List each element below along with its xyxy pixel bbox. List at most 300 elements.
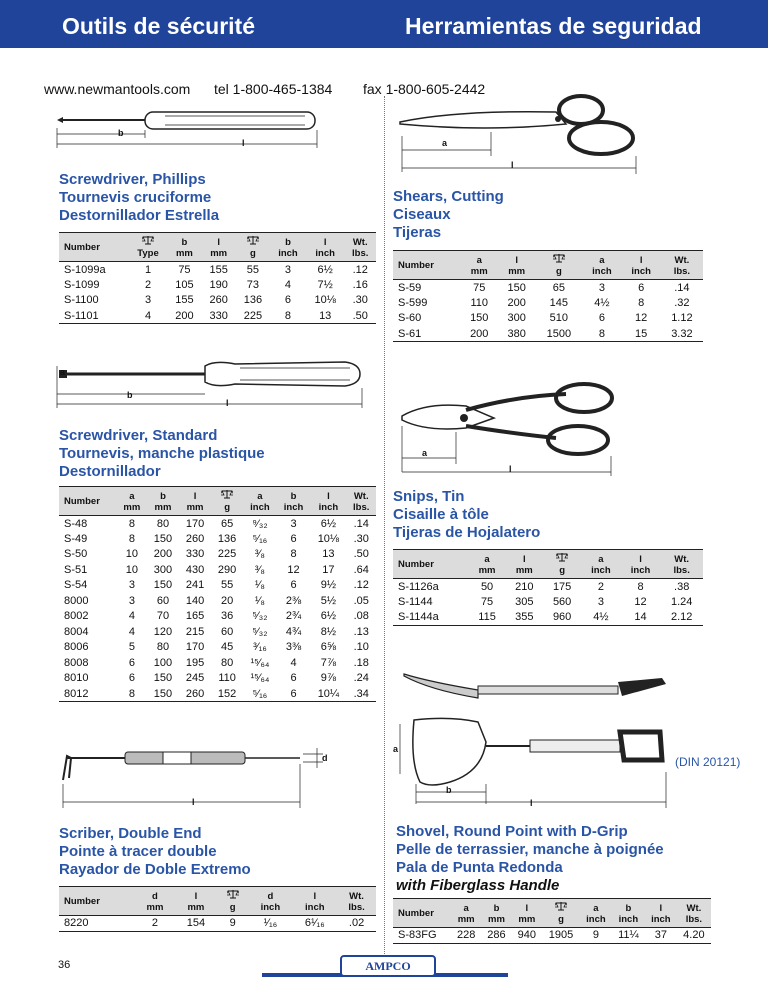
table-cell: S-1101 (59, 308, 129, 324)
table-cell: 305 (515, 595, 534, 608)
column-header-symbol: b (160, 491, 166, 502)
column-header-symbol: Wt. (686, 903, 702, 914)
table-cell: S-48 (64, 517, 88, 530)
column-header (129, 233, 168, 262)
shovel-title (396, 823, 664, 895)
table-row (59, 593, 376, 609)
table-cell: 8004 (64, 625, 89, 638)
table-cell: ⁵⁄₁₆ (252, 532, 268, 545)
table-cell: 2.12 (660, 610, 703, 626)
table-cell: 9½ (320, 579, 337, 592)
column-header-unit: g (559, 565, 566, 576)
table-cell: 150 (470, 312, 489, 325)
column-header-unit: inch (250, 502, 270, 513)
column-header (243, 487, 277, 516)
table-cell: S-59 (398, 281, 422, 294)
column-header (645, 899, 677, 928)
table-cell: 13 (306, 308, 345, 324)
table-cell: 245 (185, 672, 205, 685)
column-header-unit: inch (315, 248, 335, 259)
column-header-unit: inch (630, 565, 651, 576)
table-cell: 10¼ (310, 686, 346, 702)
dim-label-a: a (393, 744, 399, 754)
phone-number: tel 1-800-465-1384 (214, 81, 333, 97)
table-cell: S-49 (64, 532, 88, 545)
table-cell: 75 (473, 281, 486, 294)
column-header-unit: mm (508, 266, 526, 277)
table-cell: 200 (167, 308, 201, 324)
weight-scale-icon (214, 489, 240, 502)
table-cell: 140 (185, 594, 205, 607)
table-cell: 12 (634, 595, 647, 608)
column-header-symbol: a (476, 255, 482, 266)
table-cell: 150 (153, 579, 173, 592)
snips-spec-table (393, 549, 703, 626)
phillips-screwdriver-image (55, 104, 385, 154)
shovel-title-es: Pala de Punta Redonda (396, 859, 563, 876)
table-cell: 6½ (320, 610, 337, 623)
column-header-symbol: l (323, 237, 327, 248)
table-cell: 1.12 (671, 312, 693, 325)
table-cell: ³⁄₁₆ (253, 641, 267, 654)
column-header-symbol: l (313, 891, 317, 902)
din-standard-note: (DIN 20121) (675, 755, 741, 769)
dim-label-a: a (422, 448, 428, 458)
table-cell: 300 (507, 312, 526, 325)
column-header (621, 550, 661, 579)
column-header-unit: mm (210, 248, 228, 259)
weight-scale-icon (546, 552, 578, 565)
column-header (661, 251, 703, 280)
column-header (211, 487, 243, 516)
column-header-unit: inch (260, 902, 281, 913)
website-link[interactable]: www.newmantools.com (44, 81, 191, 97)
column-header-unit: g (558, 914, 564, 925)
column-header-unit: mm (488, 914, 505, 925)
table-row (59, 562, 376, 578)
table-cell: ¹⁄₁₆ (248, 916, 292, 932)
table-cell: .34 (346, 686, 376, 702)
column-header-symbol: l (327, 491, 330, 502)
table-cell: 80 (220, 656, 234, 669)
table-cell: 2¾ (285, 610, 302, 623)
column-header (306, 233, 345, 262)
table-cell: 8 (290, 548, 297, 561)
column-header-unit: mm (470, 266, 488, 277)
column-header-unit: mm (478, 565, 496, 576)
table-cell: 260 (185, 532, 205, 545)
column-header-symbol: a (257, 491, 263, 502)
column-header-symbol: b (625, 903, 632, 914)
phillips-title-fr: Tournevis cruciforme (59, 189, 212, 206)
standard-title-es: Destornillador (59, 463, 161, 480)
dim-label-l: l (242, 138, 245, 148)
table-cell: 14 (621, 610, 661, 626)
table-cell: 8 (582, 326, 621, 342)
column-header-symbol: l (525, 903, 529, 914)
page-number: 36 (58, 959, 71, 971)
table-cell: 190 (209, 278, 228, 291)
phillips-spec-table (59, 232, 376, 324)
column-header-unit: lbs. (348, 902, 365, 913)
table-cell: S-1099 (64, 278, 100, 291)
column-header-unit: g (250, 248, 256, 259)
table-cell: 6 (128, 672, 135, 685)
table-cell: 170 (185, 517, 205, 530)
snips-title-es: Tijeras de Hojalatero (393, 524, 541, 541)
column-header-symbol: l (659, 903, 663, 914)
shears-title-fr: Ciseaux (393, 206, 451, 223)
column-header (677, 899, 711, 928)
column-header-unit: lbs. (352, 248, 369, 259)
table-cell: 152 (211, 686, 243, 702)
table-cell: 5½ (320, 594, 337, 607)
column-header (117, 487, 147, 516)
table-cell: .64 (353, 563, 369, 576)
table-cell: .12 (353, 579, 369, 592)
column-header (582, 251, 621, 280)
fax-number: fax 1-800-605-2442 (363, 81, 486, 97)
table-cell: .24 (353, 672, 369, 685)
table-cell: 9 (580, 928, 612, 944)
column-header-symbol: b (290, 491, 297, 502)
dim-label-a: a (60, 367, 66, 377)
column-header-unit: lbs. (353, 502, 370, 513)
table-cell: .16 (352, 278, 368, 291)
table-cell: 4½ (594, 296, 610, 309)
column-header-unit: inch (651, 914, 671, 925)
table-cell: 8010 (64, 672, 89, 685)
column-header (179, 487, 211, 516)
weight-scale-icon (220, 889, 245, 902)
column-header (622, 251, 661, 280)
column-header (581, 550, 621, 579)
column-header-symbol: l (639, 554, 642, 565)
table-cell: 136 (243, 294, 263, 307)
table-cell: 195 (185, 656, 205, 669)
table-cell: 200 (153, 548, 173, 561)
table-cell: 145 (549, 296, 569, 309)
shears-image (396, 92, 666, 182)
table-cell: 2 (597, 580, 604, 593)
column-header-unit: mm (175, 248, 193, 259)
column-header-symbol: l (193, 491, 197, 502)
table-cell: S-1144a (393, 610, 469, 626)
table-cell: 8 (270, 308, 306, 324)
table-cell: ⁹⁄₃₂ (252, 517, 268, 530)
table-cell: 560 (552, 595, 572, 608)
table-cell: 286 (481, 928, 511, 944)
table-cell: 20 (220, 594, 234, 607)
table-cell: 10 (125, 548, 138, 561)
table-cell: .38 (674, 580, 690, 593)
table-cell: 2 (135, 916, 175, 932)
table-cell: .05 (353, 594, 369, 607)
column-header: Number (393, 899, 451, 928)
table-cell: .18 (353, 656, 369, 669)
table-row (59, 308, 376, 324)
table-cell: ¹⁄₈ (254, 579, 265, 592)
column-header-symbol: l (515, 255, 519, 266)
table-row (59, 655, 376, 671)
column-header (135, 887, 175, 916)
table-row (393, 928, 711, 944)
table-cell: 50 (480, 580, 494, 593)
shovel-side-image (400, 668, 670, 708)
snips-title-en: Snips, Tin (393, 488, 465, 505)
table-cell: 200 (461, 326, 498, 342)
table-cell: 65 (220, 517, 234, 530)
table-cell: S-54 (64, 579, 88, 592)
table-cell: 225 (236, 308, 270, 324)
scriber-image (55, 740, 385, 812)
scriber-title (59, 825, 251, 879)
table-cell: .10 (353, 641, 369, 654)
phillips-title-en: Screwdriver, Phillips (59, 171, 206, 188)
column-header-unit: inch (278, 248, 298, 259)
column-header-symbol: b (493, 903, 500, 914)
column-header-unit: g (229, 902, 236, 913)
table-row (393, 594, 703, 610)
weight-scale-icon (239, 235, 267, 248)
table-cell: 8008 (64, 656, 89, 669)
scriber-spec-table (59, 886, 376, 932)
table-cell: 355 (505, 610, 543, 626)
shears-title-en: Shears, Cutting (393, 188, 504, 205)
table-cell: ⁵⁄₃₂ (252, 625, 268, 638)
table-cell: 8006 (64, 641, 89, 654)
table-cell: 120 (153, 625, 173, 638)
column-header-symbol: l (217, 237, 220, 248)
table-cell: 60 (220, 625, 234, 638)
table-cell: 6 (638, 281, 645, 294)
table-cell: 70 (156, 610, 170, 623)
column-header-symbol: Wt. (674, 255, 690, 266)
weight-scale-icon (132, 235, 165, 248)
column-header-symbol: Wt. (352, 237, 368, 248)
column-header: Number (393, 251, 461, 280)
table-cell: S-1144 (398, 595, 433, 608)
column-header-unit: g (555, 266, 562, 277)
table-cell: 260 (209, 294, 228, 307)
column-header (512, 899, 542, 928)
table-cell: 3⅜ (285, 641, 302, 654)
column-header-unit: inch (591, 565, 611, 576)
table-cell: 12 (635, 312, 648, 325)
header-title-spanish: Herramientas de seguridad (405, 13, 702, 39)
dim-label-l: l (226, 398, 229, 408)
table-cell: 3.32 (661, 326, 703, 342)
table-cell: .12 (352, 263, 368, 276)
shovel-title-en: Shovel, Round Point with D-Grip (396, 823, 628, 840)
table-cell: 8 (638, 296, 645, 309)
shovel-front-image (390, 712, 680, 808)
table-cell: 3 (128, 594, 135, 607)
table-cell: 3 (128, 579, 135, 592)
table-cell: ⁵⁄₁₆ (243, 686, 277, 702)
column-header (461, 251, 498, 280)
table-cell: 55 (246, 263, 260, 276)
table-cell: .08 (353, 610, 369, 623)
column-header (612, 899, 645, 928)
column-header (248, 887, 292, 916)
table-cell: 3 (290, 517, 297, 530)
column-divider (384, 96, 385, 962)
table-cell: 210 (515, 580, 534, 593)
column-header (292, 887, 337, 916)
ampco-logo: AMPCO (340, 955, 436, 977)
column-header: Number (59, 887, 135, 916)
table-cell: 5 (128, 641, 135, 654)
table-cell: 8012 (59, 686, 117, 702)
column-header-symbol: a (598, 554, 604, 565)
table-row (59, 277, 376, 293)
column-header: Number (59, 233, 129, 262)
table-cell: 155 (175, 294, 194, 307)
column-header-unit: inch (305, 902, 325, 913)
column-header-symbol: l (194, 891, 198, 902)
table-cell: 75 (178, 263, 191, 276)
column-header-unit: lbs. (673, 266, 691, 277)
table-cell: 12 (287, 563, 300, 576)
table-cell: 9 (217, 916, 248, 932)
column-header-unit: mm (154, 502, 172, 513)
table-cell: 6 (598, 312, 605, 325)
table-row (59, 262, 376, 278)
table-cell: 380 (498, 326, 535, 342)
table-cell: 6⅝ (320, 641, 337, 654)
table-cell: 10⅛ (317, 532, 340, 545)
table-cell: 7½ (317, 278, 333, 291)
table-cell: S-50 (64, 548, 88, 561)
table-cell: 150 (153, 672, 173, 685)
table-cell: .30 (353, 532, 369, 545)
table-cell: 225 (217, 548, 237, 561)
standard-screwdriver-image (55, 356, 385, 412)
column-header-symbol: Wt. (674, 554, 690, 565)
table-cell: S-60 (398, 312, 422, 325)
table-cell: 10⅛ (314, 294, 336, 307)
weight-scale-icon (538, 253, 579, 266)
table-row (393, 326, 703, 342)
table-cell: 17 (322, 563, 335, 576)
table-cell: 175 (552, 580, 572, 593)
table-cell: 3 (598, 281, 605, 294)
column-header-symbol: b (285, 237, 291, 248)
table-cell: S-1126a (398, 580, 439, 593)
table-cell: 100 (153, 656, 173, 669)
column-header-unit: mm (518, 914, 536, 925)
table-cell: 330 (202, 308, 236, 324)
table-cell: 1905 (542, 928, 580, 944)
column-header (481, 899, 511, 928)
standard-title (59, 427, 265, 481)
shovel-spec-table (393, 898, 711, 944)
column-header-symbol: Wt. (353, 491, 369, 502)
snips-title-fr: Cisaille à tôle (393, 506, 489, 523)
table-row (59, 547, 376, 563)
table-cell: 228 (451, 928, 481, 944)
column-header-unit: mm (515, 565, 533, 576)
table-cell: 300 (153, 563, 173, 576)
table-cell: .32 (674, 296, 690, 309)
shears-title-es: Tijeras (393, 224, 442, 241)
table-cell: 290 (217, 563, 237, 576)
column-header-symbol: a (599, 255, 605, 266)
column-header (236, 233, 270, 262)
column-header (167, 233, 201, 262)
column-header-unit: inch (618, 914, 639, 925)
table-cell: .02 (337, 916, 376, 932)
column-header (451, 899, 481, 928)
table-cell: 6 (290, 672, 297, 685)
table-cell: 105 (175, 278, 194, 291)
table-cell: 8002 (64, 610, 89, 623)
table-cell: 6 (290, 532, 297, 545)
table-cell: 8 (128, 532, 135, 545)
column-header: Number (393, 550, 469, 579)
table-row (59, 531, 376, 547)
phillips-title-es: Destornillador Estrella (59, 207, 220, 224)
column-header-unit: lbs. (673, 565, 690, 576)
column-header-unit: inch (318, 502, 339, 513)
shovel-title-fr: Pelle de terrassier, manche à poignée (396, 841, 664, 858)
table-cell: 8 (637, 580, 644, 593)
table-cell: 15 (622, 326, 661, 342)
table-cell: 150 (507, 281, 526, 294)
table-cell: 37 (645, 928, 677, 944)
table-cell: 150 (153, 532, 173, 545)
column-header (175, 887, 217, 916)
column-header-unit: Type (137, 248, 159, 259)
dim-label-b: b (127, 390, 133, 400)
table-cell: 6 (128, 656, 135, 669)
table-row (59, 624, 376, 640)
dim-label-a: a (442, 138, 448, 148)
table-cell: S-51 (64, 563, 88, 576)
table-cell: 1 (144, 263, 152, 276)
table-cell: 8 (128, 517, 135, 530)
table-cell: 260 (179, 686, 211, 702)
table-cell: 4½ (581, 610, 621, 626)
table-cell: 55 (220, 579, 234, 592)
table-cell: 155 (209, 263, 228, 276)
table-cell: 510 (549, 312, 569, 325)
dim-label-d: d (322, 753, 328, 763)
table-cell: S-61 (393, 326, 461, 342)
table-cell: 6¹⁄₁₆ (292, 916, 337, 932)
table-cell: 8½ (320, 625, 337, 638)
table-row (393, 610, 703, 626)
table-cell: ³⁄₈ (254, 563, 265, 576)
table-cell: .50 (353, 548, 369, 561)
table-row (393, 311, 703, 327)
dim-label-l: l (509, 464, 512, 474)
column-header (498, 251, 535, 280)
table-cell: 4 (284, 278, 292, 291)
column-header-symbol: Wt. (349, 891, 364, 902)
table-cell: .14 (674, 281, 690, 294)
table-cell: 65 (552, 281, 565, 294)
table-cell: 11¼ (612, 928, 645, 944)
table-row (59, 609, 376, 625)
table-cell: 3 (144, 294, 152, 307)
table-row (393, 280, 703, 296)
table-cell: 4¾ (285, 625, 302, 638)
table-row (59, 640, 376, 656)
table-cell: 9⅞ (320, 672, 337, 685)
table-cell: 4 (129, 308, 168, 324)
